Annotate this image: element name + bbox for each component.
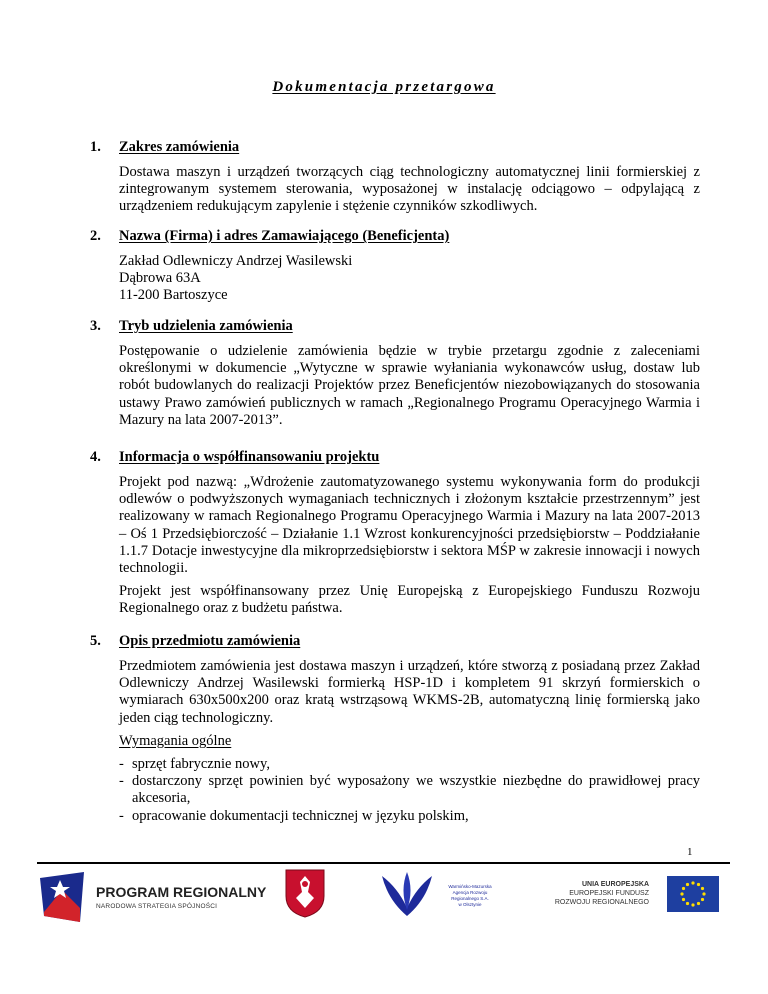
- section-3: [90, 318, 700, 435]
- section-title: Nazwa (Firma) i adres Zamawiającego (Beneficjenta): [119, 228, 450, 244]
- address-name: Zakład Odlewniczy Andrzej Wasilewski: [119, 253, 353, 269]
- section-5: [90, 633, 700, 825]
- section-1: [90, 139, 700, 222]
- section-2: [90, 228, 700, 305]
- section-text: Dostawa maszyn i urządzeń tworzących ciąg technologiczny automatycznej linii formierskiej z zintegrowanym systemem sterowania, wyposażonej w instalację odciągowo – odpylającą z urządzeniem redukującym zapylenie i stężenie czynników szkodliwych.: [119, 164, 700, 215]
- page-title: Dokumentacja przetargowa: [272, 79, 496, 95]
- section-text-2: Projekt jest współfinansowany przez Unię Europejską z Europejskiego Funduszu Rozwoju Regionalnego oraz z budżetu państwa.: [119, 583, 700, 617]
- section-title: Opis przedmiotu zamówienia: [119, 633, 301, 649]
- section-heading: [90, 228, 700, 245]
- section-number: 1.: [90, 139, 101, 155]
- star-flag-icon: [40, 872, 88, 922]
- eu-text-line: ROZWOJU REGIONALNEGO: [554, 899, 649, 906]
- logo-subtitle: NARODOWA STRATEGIA SPÓJNOŚCI: [96, 903, 218, 910]
- footer-divider: [37, 862, 730, 864]
- section-title: Tryb udzielenia zamówienia: [119, 318, 293, 334]
- requirements-list: [119, 756, 700, 825]
- agency-wings-icon: [378, 870, 436, 920]
- agency-text-line: Warmińsko-Mazurska: [448, 884, 492, 889]
- section-number: 3.: [90, 318, 101, 334]
- logo-title: PROGRAM REGIONALNY: [96, 884, 267, 900]
- section-title: Informacja o współfinansowaniu projektu: [119, 449, 380, 465]
- agency-text-line: Agencja Rozwoju Regionalnego S.A.: [451, 890, 489, 901]
- section-number: 5.: [90, 633, 101, 649]
- coat-of-arms-icon: [284, 868, 326, 918]
- eu-text-line: EUROPEJSKI FUNDUSZ: [569, 890, 649, 897]
- section-number: 4.: [90, 449, 101, 465]
- program-regionalny-logo: [40, 872, 270, 922]
- list-item: - opracowanie dokumentacji technicznej w języku polskim,: [119, 808, 700, 825]
- section-number: 2.: [90, 228, 101, 244]
- section-text: Postępowanie o udzielenie zamówienia będzie w trybie przetargu zgodnie z zaleceniami określonymi w dokumencie „Wytyczne w sprawie wyłaniania wykonawców usług, dostaw lub robót budowlanych do realizacji Projektów przez Beneficjentów niezobowiązanych do stosowania ustawy Prawo zamówień publicznych w ramach „Regionalnego Programu Operacyjnego Warmia i Mazury na lata 2007-2013”.: [119, 343, 700, 428]
- list-item: - dostarczony sprzęt powinien być wyposażony we wszystkie niezbędne do prawidłowej pracy akcesoria,: [119, 773, 700, 807]
- eu-fund-logo: [546, 876, 731, 916]
- section-heading: [90, 449, 700, 466]
- section-text: Przedmiotem zamówienia jest dostawa maszyn i urządzeń, które stworzą z posiadaną przez Zakład Odlewniczy Andrzej Wasilewski formierką HSP-1D i kompletem 91 skrzyń formierskich o wymiarach 630x500x200 oraz kratą wstrząsową WKMS-2B, automatyczną linię formierską jako jeden ciąg technologiczny.: [119, 658, 700, 726]
- eu-flag-icon: [667, 876, 719, 912]
- address-street: Dąbrowa 63A: [119, 270, 201, 287]
- section-text: Projekt pod nazwą: „Wdrożenie zautomatyzowanego systemu wykonywania form do produkcji odlewów o podwyższonych wymaganiach technicznych i złożonym kształcie przestrzennym” jest realizowany w ramach Regionalnego Programu Operacyjnego Warmia i Mazury na lata 2007-2013 – Oś 1 Przedsiębiorczość – Działanie 1.1 Wzrost konkurencyjności przedsiębiorstw – Poddziałanie 1.1.7 Dotacje inwestycyjne dla mikroprzedsiębiorstw i sektora MŚP w zakresie innowacji i nowych technologii.: [119, 474, 700, 577]
- address-city: 11-200 Bartoszyce: [119, 287, 228, 304]
- agency-text-line: w Olsztynie: [458, 902, 482, 907]
- section-4: [90, 449, 700, 624]
- page-number: 1: [687, 846, 693, 858]
- section-heading: [90, 318, 700, 335]
- list-item: - sprzęt fabrycznie nowy,: [119, 756, 700, 773]
- section-heading: [90, 139, 700, 156]
- section-title: Zakres zamówienia: [119, 139, 240, 155]
- eu-text-line: UNIA EUROPEJSKA: [581, 881, 649, 888]
- subheading: Wymagania ogólne: [119, 732, 232, 749]
- section-heading: [90, 633, 700, 650]
- agency-logo: [378, 870, 498, 920]
